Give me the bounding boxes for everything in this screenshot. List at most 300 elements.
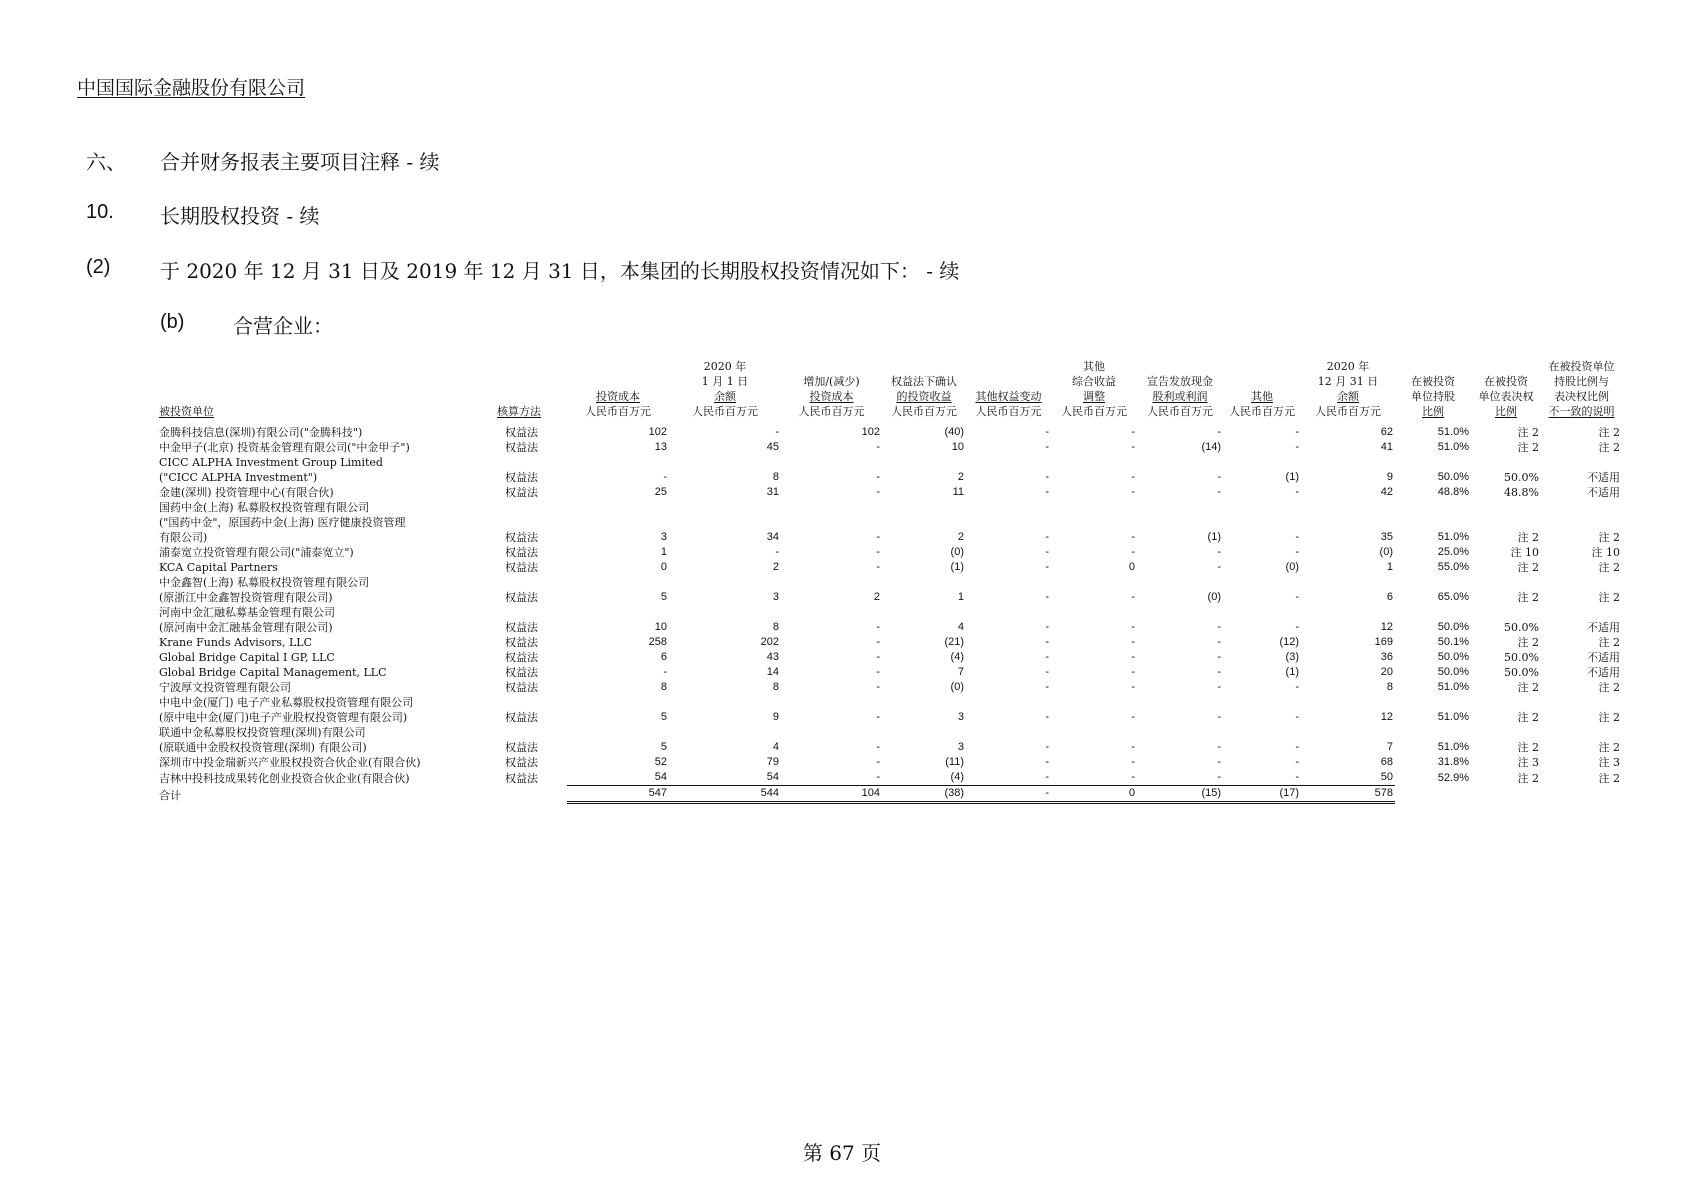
investee-name [157, 560, 495, 575]
table-cell: 202 [760, 636, 779, 648]
investee-name-line: 河南中金汇融私募基金管理有限公司 [159, 606, 335, 619]
table-cell: - [1131, 666, 1135, 678]
table-cell: 50.0% [1437, 621, 1469, 633]
column-header-line: 权益法下确认 [891, 375, 957, 388]
table-cell: 8 [660, 681, 667, 693]
table-cell: - [1217, 651, 1221, 663]
table-cell: 43 [766, 651, 779, 663]
table-cell: - [876, 486, 880, 498]
accounting-method: 权益法 [505, 441, 538, 454]
table-cell: (40) [944, 426, 964, 438]
table-cell: - [1131, 756, 1135, 768]
investee-name-line: (原中电中金(厦门)电子产业股权投资管理有限公司) [159, 711, 408, 724]
column-header-line: 投资成本 [596, 390, 640, 403]
table-cell: - [876, 651, 880, 663]
column-header [669, 359, 781, 419]
total-cell: (15) [1137, 786, 1223, 803]
table-cell: (4) [882, 770, 966, 786]
table-cell: 注 2 [1598, 636, 1620, 649]
table-cell: - [1131, 741, 1135, 753]
column-header-line: 表决权比例 [1554, 390, 1609, 403]
investee-name-line: 金建(深圳) 投资管理中心(有限合伙) [159, 486, 334, 499]
table-cell: - [876, 741, 880, 753]
column-header-line: 被投资单位 [159, 405, 214, 418]
table-cell: 14 [766, 666, 779, 678]
section-number: 六、 [86, 150, 126, 174]
table-cell: - [1295, 426, 1299, 438]
table-cell: 注 3 [1598, 756, 1620, 769]
table-cell: 6 [660, 651, 667, 663]
column-header [1301, 359, 1395, 419]
investee-name-line: 金腾科技信息(深圳)有限公司("金腾科技") [159, 426, 363, 439]
column-header-line: 其他 [1251, 390, 1273, 403]
investee-name-line: (原浙江中金鑫智投资管理有限公司) [159, 591, 333, 604]
table-cell: 不适用 [1587, 621, 1620, 634]
table-cell: 10 [951, 441, 964, 453]
table-cell: 不适用 [1587, 486, 1620, 499]
table-cell: (1) [1285, 666, 1299, 678]
investee-name [157, 770, 495, 786]
investee-name [157, 500, 495, 545]
table-row [157, 485, 1622, 500]
item-title: 于 2020 年 12 月 31 日及 2019 年 12 月 31 日，本集团的长期股权投资情况如下： - 续 [160, 259, 960, 283]
table-row [157, 560, 1622, 575]
table-cell: 35 [1380, 531, 1393, 543]
table-row [157, 500, 1622, 545]
table-cell: 169 [1374, 636, 1393, 648]
investee-name-line: ("国药中金"，原国药中金(上海) 医疗健康投资管理 [159, 516, 406, 529]
table-row [157, 425, 1622, 440]
table-cell: - [876, 636, 880, 648]
table-cell: 50 [1301, 770, 1395, 786]
table-cell: - [1131, 636, 1135, 648]
table-cell: (4) [950, 651, 964, 663]
table-cell: 注 3 [1517, 756, 1539, 769]
table-cell: 注 2 [1517, 741, 1539, 754]
table-cell: 13 [654, 441, 667, 453]
table-cell: 5 [660, 591, 667, 603]
table-cell: - [1131, 471, 1135, 483]
total-cell: (17) [1223, 786, 1301, 803]
table-cell: - [1045, 636, 1049, 648]
table-row [157, 725, 1622, 755]
table-cell: 8 [772, 681, 779, 693]
column-header-line: 在被投资 [1411, 375, 1455, 388]
investee-name-line: ("CICC ALPHA Investment") [159, 471, 318, 484]
table-cell: - [1045, 546, 1049, 558]
table-cell: 注 10 [1591, 546, 1620, 559]
column-header-line: 其他权益变动 [975, 390, 1042, 403]
table-cell: - [1045, 591, 1049, 603]
table-cell: - [1295, 546, 1299, 558]
table-cell: - [1045, 561, 1049, 573]
investee-name [157, 725, 495, 755]
table-cell: (14) [1201, 441, 1221, 453]
table-cell: 注 2 [1517, 426, 1539, 439]
table-cell: - [1131, 441, 1135, 453]
table-cell: 2 [957, 531, 964, 543]
table-cell: - [876, 711, 880, 723]
table-cell: 25.0% [1437, 546, 1469, 558]
investee-name [157, 545, 495, 560]
investee-name-line: (原联通中金股权投资管理(深圳) 有限公司) [159, 741, 367, 754]
column-unit: 人民币百万元 [1061, 405, 1127, 418]
table-row [157, 545, 1622, 560]
table-cell: 48.8% [1437, 486, 1469, 498]
total-cell: 544 [669, 786, 781, 803]
table-cell: 9 [1386, 471, 1393, 483]
table-cell: (1) [1207, 531, 1221, 543]
investee-name [157, 575, 495, 605]
table-cell: 12 [1380, 711, 1393, 723]
investee-name-line: 吉林中投科技成果转化创业投资合伙企业(有限合伙) [159, 771, 410, 785]
table-cell: - [1131, 486, 1135, 498]
investee-name [157, 665, 495, 680]
table-row [157, 440, 1622, 455]
table-cell: - [1295, 621, 1299, 633]
investee-name-line: Krane Funds Advisors, LLC [159, 636, 313, 649]
column-header [1051, 359, 1137, 419]
table-cell: - [1217, 621, 1221, 633]
table-cell: 42 [1380, 486, 1393, 498]
accounting-method: 权益法 [505, 561, 538, 574]
table-cell: - [1295, 711, 1299, 723]
accounting-method: 权益法 [505, 681, 538, 694]
table-cell: 2 [873, 591, 880, 603]
column-header-line: 在被投资单位 [1548, 360, 1615, 373]
table-cell: - [1217, 681, 1221, 693]
column-unit: 人民币百万元 [1229, 405, 1295, 418]
column-header-line: 2020 年 [703, 360, 747, 373]
accounting-method: 权益法 [505, 426, 538, 439]
accounting-method: 权益法 [505, 471, 538, 484]
joint-venture-table [157, 359, 1622, 804]
investee-name-line: KCA Capital Partners [159, 561, 278, 574]
table-cell: - [876, 531, 880, 543]
table-cell: 注 2 [1598, 561, 1620, 574]
table-cell: - [876, 681, 880, 693]
table-cell: 注 10 [1510, 546, 1539, 559]
table-row [157, 770, 1622, 786]
table-cell: 79 [766, 756, 779, 768]
column-header-line: 余额 [1337, 390, 1359, 403]
investee-name-line: CICC ALPHA Investment Group Limited [159, 456, 383, 469]
table-cell: - [1217, 471, 1221, 483]
table-cell: 12 [1380, 621, 1393, 633]
table-row [157, 755, 1622, 770]
table-cell: - [1295, 441, 1299, 453]
table-cell: 9 [772, 711, 779, 723]
table-cell: 51.0% [1437, 681, 1469, 693]
total-row [157, 786, 1622, 803]
table-cell: - [1045, 681, 1049, 693]
table-cell: (0) [950, 681, 964, 693]
column-header-line: 1 月 1 日 [701, 375, 749, 388]
table-cell: 258 [648, 636, 667, 648]
table-cell: 不适用 [1587, 666, 1620, 679]
table-cell: 8 [772, 621, 779, 633]
investee-name [157, 425, 495, 440]
table-row [157, 665, 1622, 680]
table-cell: - [1131, 546, 1135, 558]
total-cell: (38) [882, 786, 966, 803]
company-name: 中国国际金融股份有限公司 [77, 77, 306, 99]
table-cell: 7 [1386, 741, 1393, 753]
investee-name [157, 680, 495, 695]
table-cell: 36 [1380, 651, 1393, 663]
table-cell: - [775, 426, 779, 438]
table-cell: - [1045, 426, 1049, 438]
accounting-method: 权益法 [505, 711, 538, 724]
table-cell: - [1295, 681, 1299, 693]
investee-name-line: 国药中金(上海) 私募股权投资管理有限公司 [159, 501, 370, 514]
table-row [157, 650, 1622, 665]
table-header-row [157, 359, 1622, 419]
table-cell: 10 [654, 621, 667, 633]
table-cell: (0) [1379, 546, 1393, 558]
accounting-method: 权益法 [505, 591, 538, 604]
accounting-method: 权益法 [505, 666, 538, 679]
column-header [495, 359, 567, 419]
table-cell: 注 2 [1517, 531, 1539, 544]
table-cell: - [1045, 711, 1049, 723]
investee-name [157, 455, 495, 485]
table-cell: 0 [1128, 561, 1135, 573]
table-cell: 50.0% [1504, 666, 1539, 679]
table-cell: 25 [654, 486, 667, 498]
table-cell: 50.0% [1504, 651, 1539, 664]
table-cell: 50.0% [1504, 471, 1539, 484]
table-cell: 1 [957, 591, 964, 603]
investee-name-line: 中电中金(厦门) 电子产业私募股权投资管理有限公司 [159, 696, 414, 709]
column-header [1137, 359, 1223, 419]
subsection-number: 10. [86, 201, 114, 223]
column-header [157, 359, 495, 419]
investee-name-line: 浦泰宽立投资管理有限公司("浦泰宽立") [159, 546, 354, 559]
table-cell: 注 2 [1598, 531, 1620, 544]
investee-name-line: (原河南中金汇融基金管理有限公司) [159, 621, 333, 634]
accounting-method: 权益法 [505, 636, 538, 649]
table-cell: 102 [861, 426, 880, 438]
table-cell: - [876, 546, 880, 558]
accounting-method: 权益法 [505, 651, 538, 664]
table-cell: - [1217, 561, 1221, 573]
empty-cell [1395, 786, 1471, 803]
column-header [1395, 359, 1471, 419]
table-cell: 注 2 [1598, 741, 1620, 754]
empty-cell [495, 786, 567, 803]
table-cell: 52.9% [1437, 771, 1469, 784]
column-header-line: 投资成本 [809, 390, 854, 403]
table-cell: (21) [944, 636, 964, 648]
table-cell: - [1131, 531, 1135, 543]
column-unit: 人民币百万元 [1315, 405, 1381, 418]
table-cell: - [1051, 770, 1137, 786]
table-cell: 50.0% [1437, 471, 1469, 483]
accounting-method: 权益法 [505, 531, 538, 544]
column-unit: 人民币百万元 [891, 405, 957, 418]
column-header-line: 股利或利润 [1152, 390, 1208, 403]
table-cell: - [1295, 756, 1299, 768]
column-header-line: 持股比例与 [1554, 375, 1609, 388]
table-cell: - [966, 770, 1051, 786]
column-header [882, 359, 966, 419]
table-cell: 注 2 [1517, 711, 1539, 724]
table-cell: - [1295, 741, 1299, 753]
table-cell: - [1131, 591, 1135, 603]
table-cell: 4 [772, 741, 779, 753]
table-cell: 注 2 [1598, 711, 1620, 724]
table-cell: - [1217, 741, 1221, 753]
column-header-line: 核算方法 [497, 405, 541, 418]
column-header-line: 其他 [1083, 360, 1105, 373]
column-header-line: 不一致的说明 [1548, 405, 1615, 418]
table-cell: 注 2 [1517, 681, 1539, 694]
table-cell: - [1045, 531, 1049, 543]
column-header-line: 调整 [1083, 390, 1105, 403]
table-cell: 51.0% [1437, 426, 1469, 438]
column-header [1223, 359, 1301, 419]
table-cell: 1 [1386, 561, 1393, 573]
table-cell: 3 [772, 591, 779, 603]
table-cell: - [1131, 621, 1135, 633]
accounting-method: 权益法 [505, 486, 538, 499]
investee-name-line: 中金鑫智(上海) 私募股权投资管理有限公司 [159, 576, 370, 589]
column-header-line: 在被投资 [1484, 375, 1528, 388]
accounting-method: 权益法 [505, 741, 538, 754]
table-cell: 31.8% [1437, 756, 1469, 768]
table-cell: 注 2 [1517, 636, 1539, 649]
table-cell: 6 [1386, 591, 1393, 603]
table-cell: 50.0% [1437, 651, 1469, 663]
total-cell: 0 [1051, 786, 1137, 803]
total-label: 合计 [159, 788, 181, 802]
table-cell: 51.0% [1437, 531, 1469, 543]
table-cell: (0) [1285, 561, 1299, 573]
table-cell: 1 [660, 546, 667, 558]
investee-name [157, 635, 495, 650]
table-cell: 50.0% [1504, 621, 1539, 634]
table-cell: 52 [654, 756, 667, 768]
accounting-method: 权益法 [505, 771, 538, 785]
table-cell: 8 [772, 471, 779, 483]
table-cell: - [876, 441, 880, 453]
table-cell: 注 2 [1517, 591, 1539, 604]
accounting-method: 权益法 [505, 756, 538, 769]
investee-name-line: 深圳市中投金瑞新兴产业股权投资合伙企业(有限合伙) [159, 756, 421, 769]
table-cell: - [1131, 426, 1135, 438]
table-cell: (12) [1279, 636, 1299, 648]
table-cell: 45 [766, 441, 779, 453]
column-unit: 人民币百万元 [1147, 405, 1213, 418]
total-cell: 104 [781, 786, 882, 803]
table-cell: 31 [766, 486, 779, 498]
investee-name-line: 有限公司) [159, 531, 208, 544]
table-cell: 7 [957, 666, 964, 678]
subsection-title: 长期股权投资 - 续 [160, 204, 320, 228]
column-header-line: 余额 [714, 390, 736, 403]
table-cell: - [1295, 591, 1299, 603]
table-cell: - [1217, 756, 1221, 768]
investee-name [157, 755, 495, 770]
table-cell: 48.8% [1504, 486, 1539, 499]
table-cell: 5 [660, 741, 667, 753]
table-cell: 11 [952, 486, 964, 498]
table-cell: - [1131, 681, 1135, 693]
investee-name-line: 宁波厚文投资管理有限公司 [159, 681, 291, 694]
column-unit: 人民币百万元 [692, 405, 758, 418]
table-cell: 2 [772, 561, 779, 573]
column-header [1541, 359, 1622, 419]
investee-name-line: Global Bridge Capital I GP, LLC [159, 651, 335, 664]
table-cell: (1) [950, 561, 964, 573]
table-cell: 2 [957, 471, 964, 483]
item-number: (2) [86, 256, 111, 278]
column-header-line: 12 月 31 日 [1317, 375, 1379, 388]
table-cell: 62 [1380, 426, 1393, 438]
table-cell: 41 [1380, 441, 1393, 453]
table-cell: 不适用 [1587, 471, 1620, 484]
total-cell: 547 [567, 786, 669, 803]
column-header [781, 359, 882, 419]
table-cell: - [1045, 651, 1049, 663]
column-header-line: 比例 [1495, 405, 1517, 418]
table-cell: - [876, 756, 880, 768]
table-cell: - [1217, 426, 1221, 438]
table-cell: 0 [660, 561, 667, 573]
table-cell: (1) [1285, 471, 1299, 483]
column-header-line: 增加/(减少) [803, 375, 860, 388]
table-cell: - [876, 666, 880, 678]
table-cell: 54 [669, 770, 781, 786]
table-row [157, 680, 1622, 695]
table-cell: (0) [1207, 591, 1221, 603]
investee-name [157, 605, 495, 635]
investee-name [157, 485, 495, 500]
table-cell: 5 [660, 711, 667, 723]
table-cell: - [1217, 546, 1221, 558]
table-cell: - [876, 471, 880, 483]
table-cell: 注 2 [1598, 441, 1620, 454]
empty-cell [1541, 786, 1622, 803]
table-cell: 注 2 [1598, 771, 1620, 785]
table-cell: - [1217, 711, 1221, 723]
column-header-line: 综合收益 [1072, 375, 1116, 388]
investee-name-line: 联通中金私募股权投资管理(深圳)有限公司 [159, 726, 366, 739]
column-header [1471, 359, 1541, 419]
table-row [157, 605, 1622, 635]
table-cell: 3 [957, 741, 964, 753]
subitem-title: 合营企业： [233, 314, 333, 338]
investee-name [157, 440, 495, 455]
table-cell: 注 2 [1517, 441, 1539, 454]
subitem-number: (b) [160, 311, 185, 333]
table-cell: 34 [766, 531, 779, 543]
table-cell: 51.0% [1437, 441, 1469, 453]
total-cell: - [966, 786, 1051, 803]
page-number: 第 67 页 [802, 1141, 882, 1165]
table-cell: 68 [1380, 756, 1393, 768]
table-cell: - [775, 546, 779, 558]
table-cell: (3) [1285, 651, 1299, 663]
table-cell: - [1295, 531, 1299, 543]
investee-name-line: Global Bridge Capital Management, LLC [159, 666, 387, 679]
column-unit: 人民币百万元 [585, 405, 651, 418]
table-row [157, 635, 1622, 650]
table-cell: 102 [648, 426, 667, 438]
column-unit: 人民币百万元 [798, 405, 865, 418]
table-cell: 注 2 [1517, 771, 1539, 785]
